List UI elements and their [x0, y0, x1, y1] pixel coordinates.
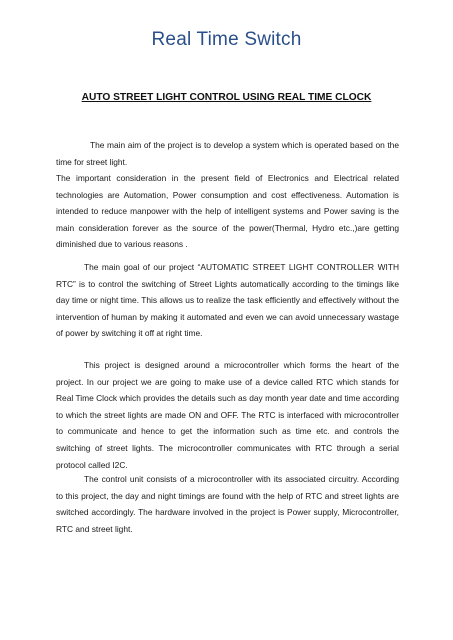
document-heading: AUTO STREET LIGHT CONTROL USING REAL TIME CLOCK	[81, 92, 372, 103]
page-header-title: Real Time Switch	[151, 29, 302, 50]
paragraph-design: This project is designed around a microcontroller which forms the heart of the project. In our project we are going to make use of a device called RTC which stands for Real Time Clock which provides the details such as day month year date and time according to which the street lights are made ON and OFF. The RTC is interfaced with microcontroller to communicate and hence to get the information such as time etc. and controls the switching of street lights. The microcontroller communicates with RTC through a serial protocol called I2C.	[56, 360, 399, 470]
paragraph-considerations: The important consideration in the present field of Electronics and Electrical related technologies are Automation, Power consumption and cost effectiveness. Automation is intended to reduce manpower with the help of intelligent systems and Power saving is the main consideration forever as the source of the power(Thermal, Hydro etc.,)are getting diminished due to various reasons .	[56, 173, 399, 250]
paragraph-aim: The main aim of the project is to develop a system which is operated based on the time for street light.	[56, 140, 399, 167]
paragraph-goal: The main goal of our project “AUTOMATIC STREET LIGHT CONTROLLER WITH RTC” is to control the switching of Street Lights automatically according to the timings like day time or night time. This allows us to realize the task efficiently and effectively without the intervention of human by making it automated and even we can avoid unnecessary wastage of power by switching it off at right time.	[56, 262, 399, 339]
paragraph-control-unit: The control unit consists of a microcontroller with its associated circuitry. According to this project, the day and night timings are found with the help of RTC and street lights are switched accordingly. The hardware involved in the project is Power supply, Microcontroller, RTC and street light.	[56, 474, 399, 534]
